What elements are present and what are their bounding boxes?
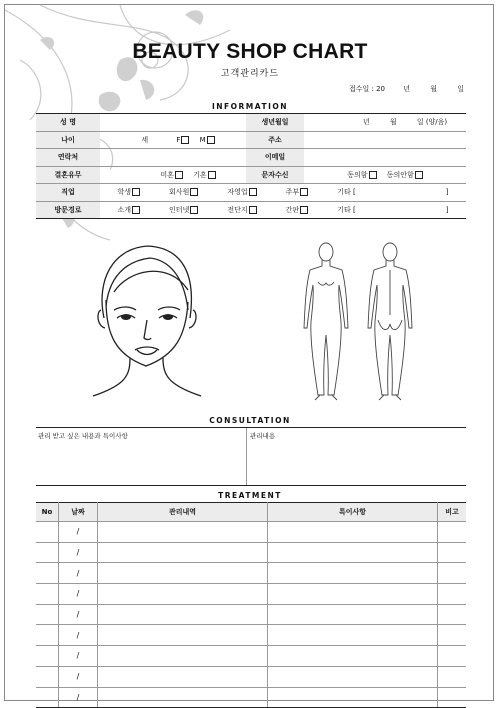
information-table (36, 113, 466, 219)
treatment-cell[interactable] (98, 666, 268, 687)
no-cell[interactable] (36, 563, 59, 584)
remarks-cell[interactable] (438, 584, 467, 605)
page-title: BEAUTY SHOP CHART (132, 40, 368, 63)
marital-label: 결혼유무 (36, 166, 100, 184)
table-row (36, 166, 466, 184)
visit-flyer-checkbox[interactable] (249, 206, 257, 214)
no-cell[interactable] (36, 666, 59, 687)
married-checkbox[interactable] (208, 171, 216, 179)
table-row (36, 114, 466, 132)
no-cell[interactable] (36, 522, 59, 543)
treatment-content-label: 관리내용 (250, 432, 276, 440)
reception-date: 접수일 : 20 년 월 일 (348, 85, 464, 93)
visit-label: 방문경로 (36, 201, 100, 219)
birth-field[interactable]: 년 월 일 (양/음) (304, 114, 466, 132)
notes-cell[interactable] (268, 666, 438, 687)
job-student-checkbox[interactable] (132, 188, 140, 196)
sms-agree-checkbox[interactable] (369, 171, 377, 179)
col-no: No (36, 503, 59, 522)
remarks-cell[interactable] (438, 542, 467, 563)
notes-cell[interactable] (268, 604, 438, 625)
treatment-cell[interactable] (98, 542, 268, 563)
treatment-cell[interactable] (98, 604, 268, 625)
body-back-illustration (360, 240, 420, 402)
gender-m-checkbox[interactable] (207, 136, 215, 144)
face-illustration (88, 240, 206, 400)
contact-field[interactable] (100, 149, 246, 167)
job-options: 학생 회사원 자영업 주부 기타 [ ] (100, 184, 466, 202)
gender-f-checkbox[interactable] (181, 136, 189, 144)
treatment-cell[interactable] (98, 563, 268, 584)
consultation-request-label: 관리 받고 싶은 내용과 특이사항 (38, 432, 128, 440)
remarks-cell[interactable] (438, 687, 467, 708)
name-field[interactable] (100, 114, 246, 132)
remarks-cell[interactable] (438, 563, 467, 584)
table-row (36, 687, 466, 708)
col-notes: 특이사항 (268, 503, 438, 522)
date-cell[interactable]: / (59, 666, 98, 687)
remarks-cell[interactable] (438, 625, 467, 646)
visit-internet-checkbox[interactable] (190, 206, 198, 214)
information-section-title: INFORMATION (211, 102, 289, 111)
marital-field: 미혼 기혼 (100, 166, 246, 184)
table-row (36, 131, 466, 149)
body-front-illustration (296, 240, 356, 402)
table-row (36, 542, 466, 563)
notes-cell[interactable] (268, 646, 438, 667)
visit-options: 소개 인터넷 전단지 간판 기타 [ ] (100, 201, 466, 219)
notes-cell[interactable] (268, 522, 438, 543)
notes-cell[interactable] (268, 625, 438, 646)
no-cell[interactable] (36, 625, 59, 646)
consultation-box (36, 427, 466, 486)
job-self-employed-checkbox[interactable] (249, 188, 257, 196)
no-cell[interactable] (36, 542, 59, 563)
treatment-section-title: TREATMENT (218, 491, 282, 500)
table-header-row (36, 503, 466, 522)
table-row (36, 201, 466, 219)
date-cell[interactable]: / (59, 584, 98, 605)
address-field[interactable] (304, 131, 466, 149)
remarks-cell[interactable] (438, 666, 467, 687)
col-remarks: 비고 (438, 503, 467, 522)
date-cell[interactable]: / (59, 604, 98, 625)
table-row (36, 184, 466, 202)
remarks-cell[interactable] (438, 522, 467, 543)
col-treatment: 관리내역 (98, 503, 268, 522)
date-cell[interactable]: / (59, 687, 98, 708)
single-checkbox[interactable] (175, 171, 183, 179)
table-row (36, 666, 466, 687)
treatment-cell[interactable] (98, 646, 268, 667)
treatment-cell[interactable] (98, 522, 268, 543)
age-label: 나이 (36, 131, 100, 149)
consultation-divider (246, 428, 247, 485)
email-label: 이메일 (246, 149, 304, 167)
no-cell[interactable] (36, 646, 59, 667)
table-row (36, 625, 466, 646)
date-cell[interactable]: / (59, 646, 98, 667)
table-row (36, 646, 466, 667)
table-row (36, 563, 466, 584)
birth-label: 생년월일 (246, 114, 304, 132)
no-cell[interactable] (36, 604, 59, 625)
notes-cell[interactable] (268, 687, 438, 708)
table-row (36, 522, 466, 543)
treatment-cell[interactable] (98, 687, 268, 708)
no-cell[interactable] (36, 687, 59, 708)
treatment-cell[interactable] (98, 625, 268, 646)
consultation-section-title: CONSULTATION (209, 416, 291, 425)
age-gender-field[interactable]: 세 F M (100, 131, 246, 149)
sms-field: 동의함 동의안함 (304, 166, 466, 184)
col-date: 날짜 (59, 503, 98, 522)
no-cell[interactable] (36, 584, 59, 605)
date-cell[interactable]: / (59, 542, 98, 563)
email-field[interactable] (304, 149, 466, 167)
notes-cell[interactable] (268, 584, 438, 605)
name-label: 성 명 (36, 114, 100, 132)
date-cell[interactable]: / (59, 522, 98, 543)
job-homemaker-checkbox[interactable] (300, 188, 308, 196)
date-cell[interactable]: / (59, 563, 98, 584)
notes-cell[interactable] (268, 542, 438, 563)
job-office-checkbox[interactable] (190, 188, 198, 196)
contact-label: 연락처 (36, 149, 100, 167)
sms-label: 문자수신 (246, 166, 304, 184)
treatment-cell[interactable] (98, 584, 268, 605)
address-label: 주소 (246, 131, 304, 149)
remarks-cell[interactable] (438, 646, 467, 667)
job-label: 직업 (36, 184, 100, 202)
table-row (36, 604, 466, 625)
visit-signboard-checkbox[interactable] (300, 206, 308, 214)
visit-referral-checkbox[interactable] (132, 206, 140, 214)
notes-cell[interactable] (268, 563, 438, 584)
table-row (36, 584, 466, 605)
table-row (36, 149, 466, 167)
remarks-cell[interactable] (438, 604, 467, 625)
treatment-table (36, 502, 466, 708)
date-cell[interactable]: / (59, 625, 98, 646)
sms-disagree-checkbox[interactable] (415, 171, 423, 179)
page-subtitle: 고객관리카드 (220, 69, 280, 79)
